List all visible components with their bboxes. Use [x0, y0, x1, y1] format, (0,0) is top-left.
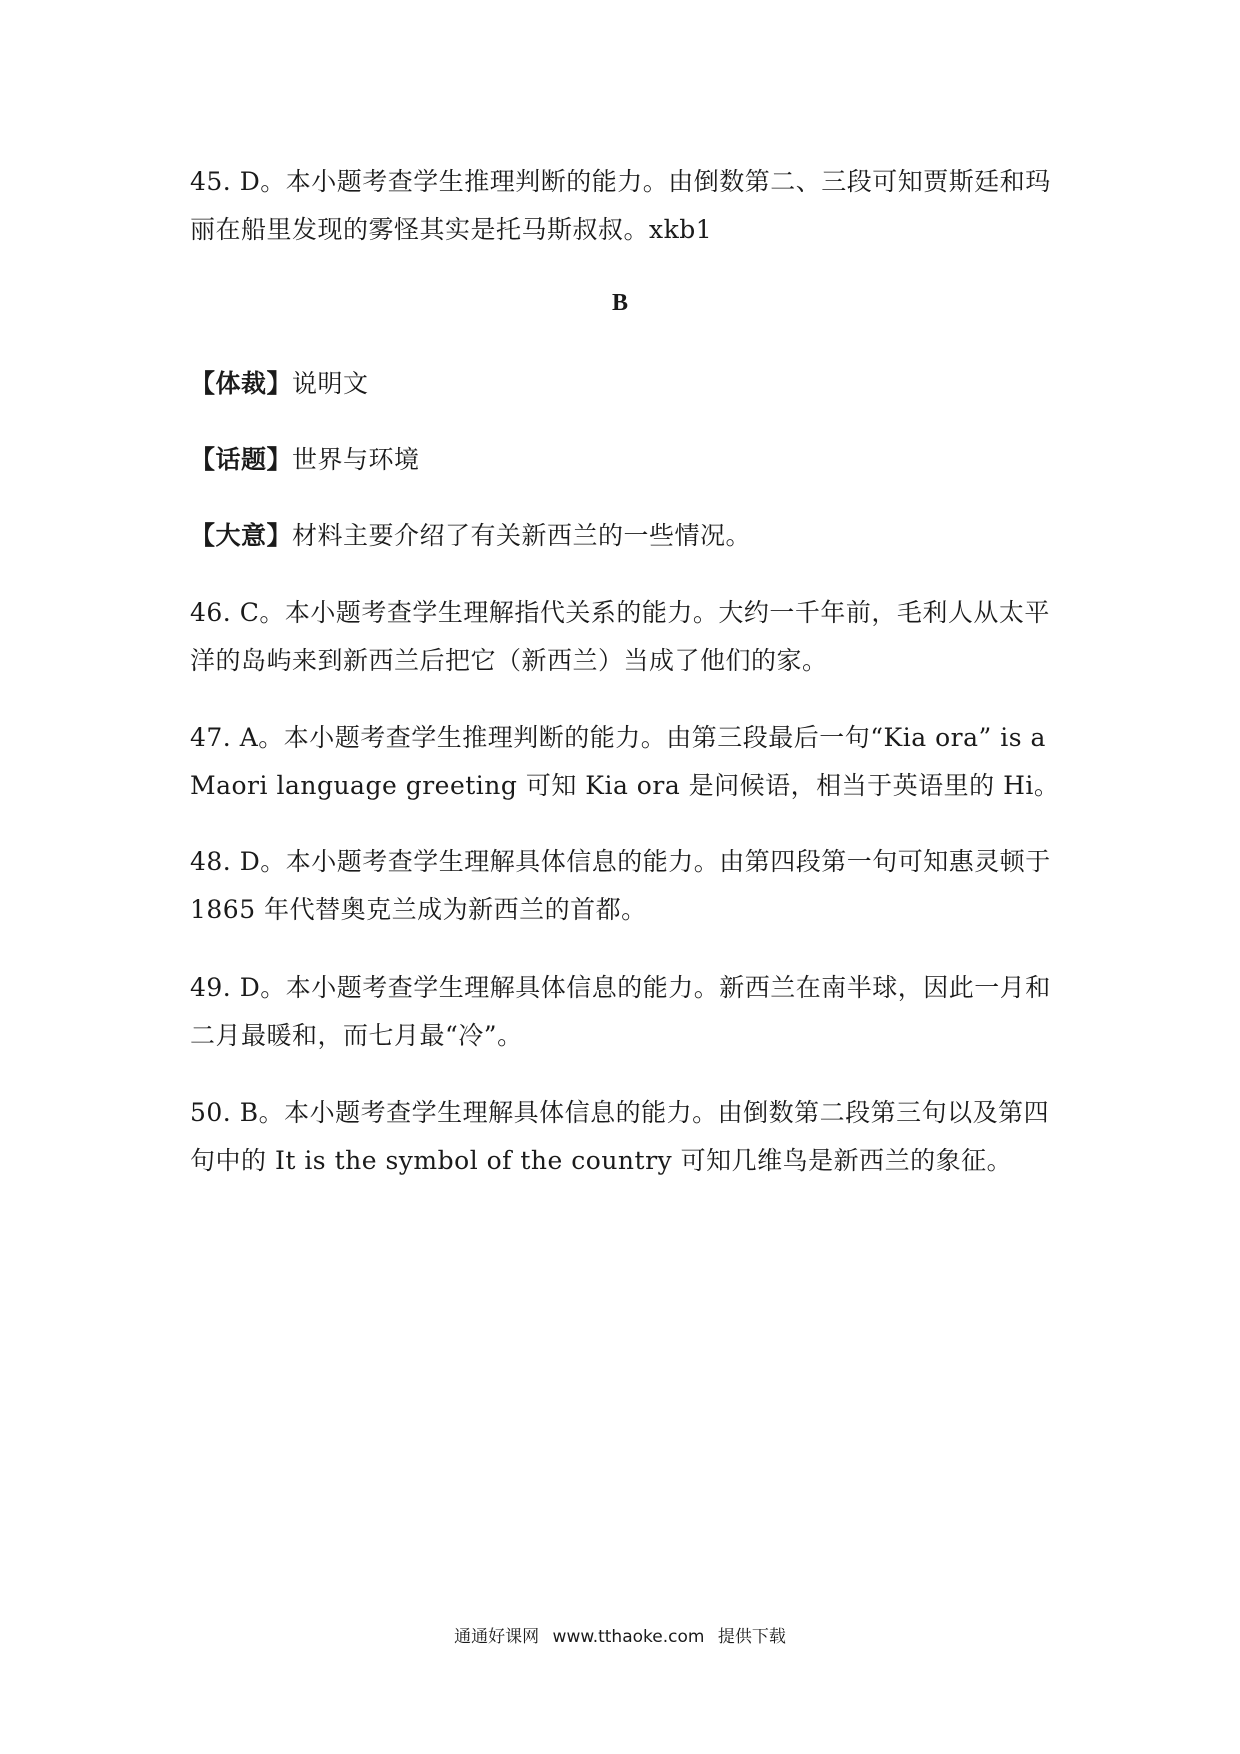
footer-site-name: 通通好课网 — [454, 1627, 540, 1647]
genre-label: 【体裁】 — [190, 369, 293, 398]
answer-48: 48. D。本小题考查学生理解具体信息的能力。由第四段第一句可知惠灵顿于 1865 年代替奥克兰成为新西兰的首都。 — [190, 847, 1051, 924]
summary-value: 材料主要介绍了有关新西兰的一些情况。 — [292, 521, 752, 550]
summary-line — [190, 512, 1070, 560]
answer-49: 49. D。本小题考查学生理解具体信息的能力。新西兰在南半球，因此一月和二月最暖和，而七月最“冷”。 — [190, 973, 1051, 1050]
footer-url[interactable]: www.tthaoke.com — [552, 1627, 705, 1647]
topic-value: 世界与环境 — [292, 445, 420, 474]
answer-46: 46. C。本小题考查学生理解指代关系的能力。大约一千年前，毛利人从太平洋的岛屿来到新西兰后把它（新西兰）当成了他们的家。 — [190, 598, 1050, 675]
page-footer — [0, 1625, 1240, 1649]
answer-45: 45. D。本小题考查学生推理判断的能力。由倒数第二、三段可知贾斯廷和玛丽在船里发现的雾怪其实是托马斯叔叔。xkb1 — [190, 167, 1051, 244]
answer-47: 47. A。本小题考查学生推理判断的能力。由第三段最后一句“Kia ora” is a Maori language greeting 可知 Kia ora 是问候语，相当于英语里的 Hi。 — [190, 723, 1060, 800]
section-heading: B — [611, 290, 628, 316]
answer-50: 50. B。本小题考查学生理解具体信息的能力。由倒数第二段第三句以及第四句中的 It is the symbol of the country 可知几维鸟是新西兰的象征。 — [190, 1098, 1050, 1175]
genre-line — [190, 360, 1070, 408]
topic-line — [190, 436, 1070, 484]
footer-suffix: 提供下载 — [717, 1627, 786, 1647]
topic-label: 【话题】 — [190, 445, 293, 474]
summary-label: 【大意】 — [190, 521, 293, 550]
genre-value: 说明文 — [292, 369, 369, 398]
